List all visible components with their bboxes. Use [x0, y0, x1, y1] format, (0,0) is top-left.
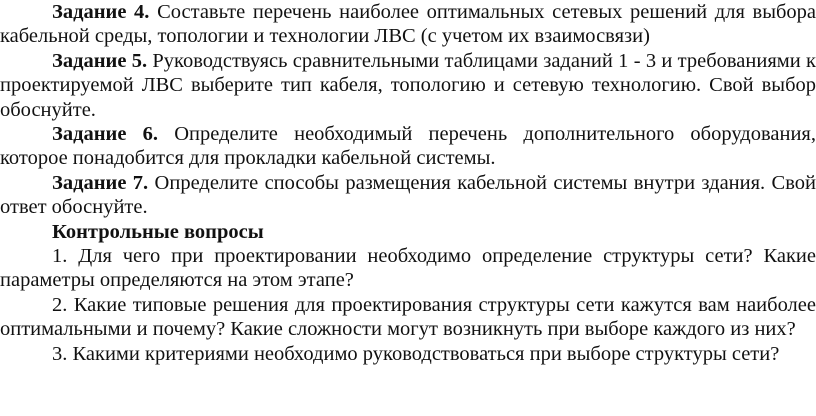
- task-5-label: Задание 5.: [52, 49, 148, 72]
- task-4-paragraph: [0, 0, 816, 49]
- task-6-label: Задание 6.: [52, 123, 159, 146]
- task-4-text: Составьте перечень наиболее оптимальных сетевых решений для выбора кабельной среды, топологии и технологии ЛВС (с учетом их взаимосвязи): [0, 1, 816, 48]
- task-7-label: Задание 7.: [52, 171, 149, 194]
- control-question-2: 2. Какие типовые решения для проектирования структуры сети кажутся вам наиболее оптимальными и почему? Какие сложности могут возникнуть при выборе каждого из них?: [0, 293, 816, 341]
- control-question-3: 3. Какими критериями необходимо руководствоваться при выборе структуры сети?: [52, 342, 780, 365]
- control-questions-heading: Контрольные вопросы: [52, 220, 264, 243]
- task-7-text: Определите способы размещения кабельной системы внутри здания. Свой ответ обоснуйте.: [0, 171, 816, 219]
- task-5-paragraph: [0, 49, 816, 122]
- task-4-label: Задание 4.: [52, 1, 150, 23]
- task-6-paragraph: [0, 122, 816, 171]
- task-6-text: Определите необходимый перечень дополнительного оборудования, которое понадобится для прокладки кабельной системы.: [0, 123, 816, 170]
- task-5-text: Руководствуясь сравнительными таблицами заданий 1 - 3 и требованиями к проектируемой ЛВС выберите тип кабеля, топологию и сетевую технологию. Свой выбор обоснуйте.: [0, 49, 816, 121]
- task-7-paragraph: [0, 171, 816, 220]
- control-question-1: 1. Для чего при проектировании необходимо определение структуры сети? Какие параметры определяются на этом этапе?: [0, 245, 816, 292]
